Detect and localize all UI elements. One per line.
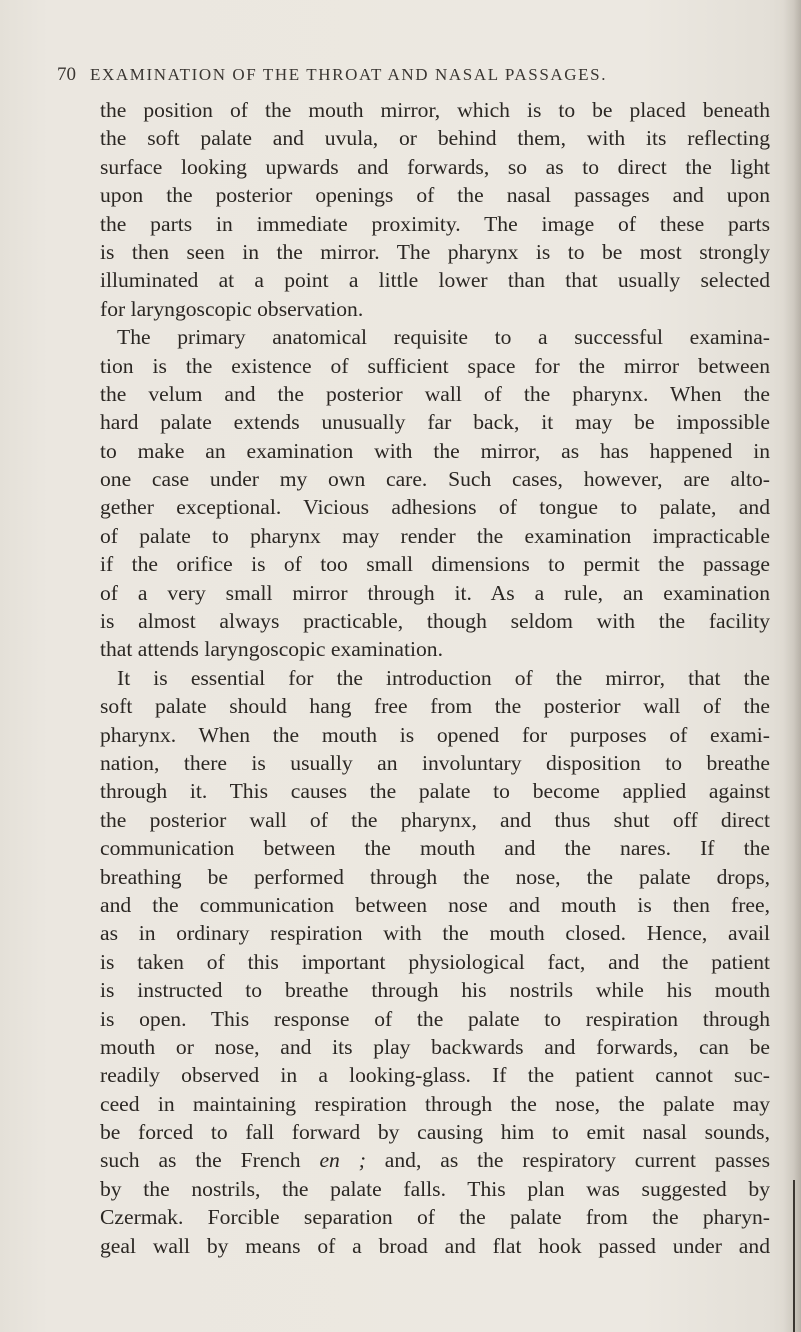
text-line: is almost always practicable, though seldom with the facility [100,609,770,634]
text-line: geal wall by means of a broad and flat hook passed under and [100,1233,770,1258]
text-line: communication between the mouth and the nares. If the [100,836,770,861]
text-segment: and, as the respiratory current passes [384,1148,770,1173]
paragraph [100,96,770,323]
text-line: the position of the mouth mirror, which is to be placed beneath [100,98,770,122]
text-line-mixed [100,1146,770,1174]
text-line: mouth or nose, and its play backwards and forwards, can be [100,1034,770,1059]
text-line: is instructed to breathe through his nostrils while his mouth [100,978,770,1003]
page-number: 70 [57,64,76,85]
text-line: illuminated at a point a little lower than that usually selected [100,268,770,293]
text-line: readily observed in a looking-glass. If the patient cannot suc- [100,1063,770,1088]
text-line: is open. This response of the palate to respiration through [100,1006,770,1031]
text-line: one case under my own care. Such cases, however, are alto- [100,467,770,492]
paragraph [100,664,770,1260]
page-gutter-shadow [783,0,801,1332]
text-line: ceed in maintaining respiration through the nose, the palate may [100,1091,770,1116]
text-line: by the nostrils, the palate falls. This plan was suggested by [100,1176,770,1201]
text-segment: such as the French [100,1148,301,1173]
text-line: gether exceptional. Vicious adhesions of tongue to palate, and [100,495,770,520]
text-line: if the orifice is of too small dimensions to permit the passage [100,552,770,577]
text-line: nation, there is usually an involuntary disposition to breathe [100,750,770,775]
text-line: the parts in immediate proximity. The image of these parts [100,211,770,236]
text-line: the velum and the posterior wall of the pharynx. When the [100,381,770,406]
text-line: It is essential for the introduction of the mirror, that the [117,665,770,690]
text-line: pharynx. When the mouth is opened for purposes of exami- [100,722,770,747]
text-line: that attends laryngoscopic examination. [100,637,444,662]
text-line: is then seen in the mirror. The pharynx is to be most strongly [100,239,770,264]
text-line: soft palate should hang free from the posterior wall of the [100,694,770,719]
text-line: to make an examination with the mirror, as has happened in [100,438,770,463]
text-line: surface looking upwards and forwards, so as to direct the light [100,154,770,179]
text-line: the soft palate and uvula, or behind them, with its reflecting [100,126,770,151]
running-header [57,64,777,86]
text-line: is taken of this important physiological fact, and the patient [100,949,770,974]
text-line: tion is the existence of sufficient space for the mirror between [100,353,770,378]
paragraph [100,323,770,664]
text-line: as in ordinary respiration with the mouth closed. Hence, avail [100,921,770,946]
text-line: for laryngoscopic observation. [100,296,364,321]
running-title: EXAMINATION OF THE THROAT AND NASAL PASSAGES. [90,65,608,84]
italic-word: en ; [319,1148,366,1173]
text-line: be forced to fall forward by causing him to emit nasal sounds, [100,1120,770,1145]
text-line: breathing be performed through the nose, the palate drops, [100,864,770,889]
body-text [100,96,770,1260]
text-line: of a very small mirror through it. As a rule, an examination [100,580,770,605]
page-edge-line [793,1180,795,1332]
text-line: hard palate extends unusually far back, it may be impossible [100,410,770,435]
text-line: Czermak. Forcible separation of the palate from the pharyn- [100,1205,770,1230]
text-line: the posterior wall of the pharynx, and thus shut off direct [100,807,770,832]
text-line: The primary anatomical requisite to a successful examina- [117,325,770,350]
text-line: of palate to pharynx may render the examination impracticable [100,523,770,548]
text-line: through it. This causes the palate to become applied against [100,779,770,804]
text-line: upon the posterior openings of the nasal passages and upon [100,183,770,208]
text-line: and the communication between nose and mouth is then free, [100,892,770,917]
